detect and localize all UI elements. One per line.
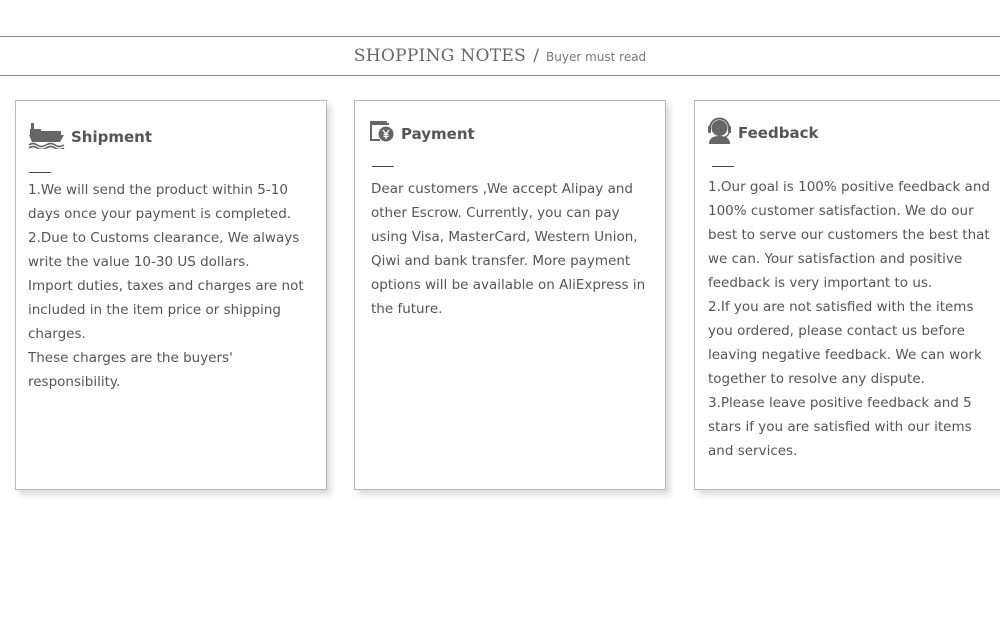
feedback-card-body	[708, 175, 998, 463]
shopping-notes-header	[0, 36, 1000, 76]
header-subtitle: Buyer must read	[546, 50, 647, 64]
feedback-card	[694, 100, 1000, 490]
feedback-card-header	[707, 117, 818, 149]
header-separator: /	[533, 46, 539, 66]
payment-card-body	[371, 177, 656, 321]
shipment-paragraph: 1.We will send the product within 5-10 days once your payment is completed.	[28, 182, 292, 222]
shipment-paragraph: Import duties, taxes and charges are not included in the item price or shipping charges.	[28, 278, 304, 342]
feedback-card-title: Feedback	[738, 124, 819, 142]
wallet-yen-icon	[367, 119, 395, 149]
header-title: SHOPPING NOTES	[353, 46, 527, 66]
feedback-card-divider	[712, 166, 734, 167]
shipment-card-divider	[29, 172, 51, 173]
payment-card-header	[367, 119, 475, 149]
headset-icon	[707, 117, 732, 149]
shipment-card-body	[28, 178, 324, 394]
feedback-paragraph: 2.If you are not satisfied with the items you ordered, please contact us before leaving negative feedback. We can work together to resolve any dispute.	[708, 299, 982, 387]
feedback-paragraph: 1.Our goal is 100% positive feedback and 100% customer satisfaction. We do our best to serve our customers the best that we can. Your satisfaction and positive feedback is very important to us.	[708, 179, 990, 291]
shipment-paragraph: These charges are the buyers' responsibility.	[28, 350, 233, 390]
feedback-paragraph: 3.Please leave positive feedback and 5 stars if you are satisfied with our items and services.	[708, 395, 972, 459]
ship-icon	[28, 121, 65, 153]
payment-paragraph: Dear customers ,We accept Alipay and other Escrow. Currently, you can pay using Visa, MasterCard, Western Union, Qiwi and bank transfer. More payment options will be available on AliExpress in the future.	[371, 181, 646, 317]
shipment-card-title: Shipment	[71, 128, 153, 146]
payment-card	[354, 100, 666, 490]
payment-card-title: Payment	[401, 125, 475, 143]
shipment-card-header	[28, 121, 152, 153]
shipment-card	[15, 100, 327, 490]
payment-card-divider	[372, 166, 394, 167]
shipment-paragraph: 2.Due to Customs clearance, We always write the value 10-30 US dollars.	[28, 230, 300, 270]
